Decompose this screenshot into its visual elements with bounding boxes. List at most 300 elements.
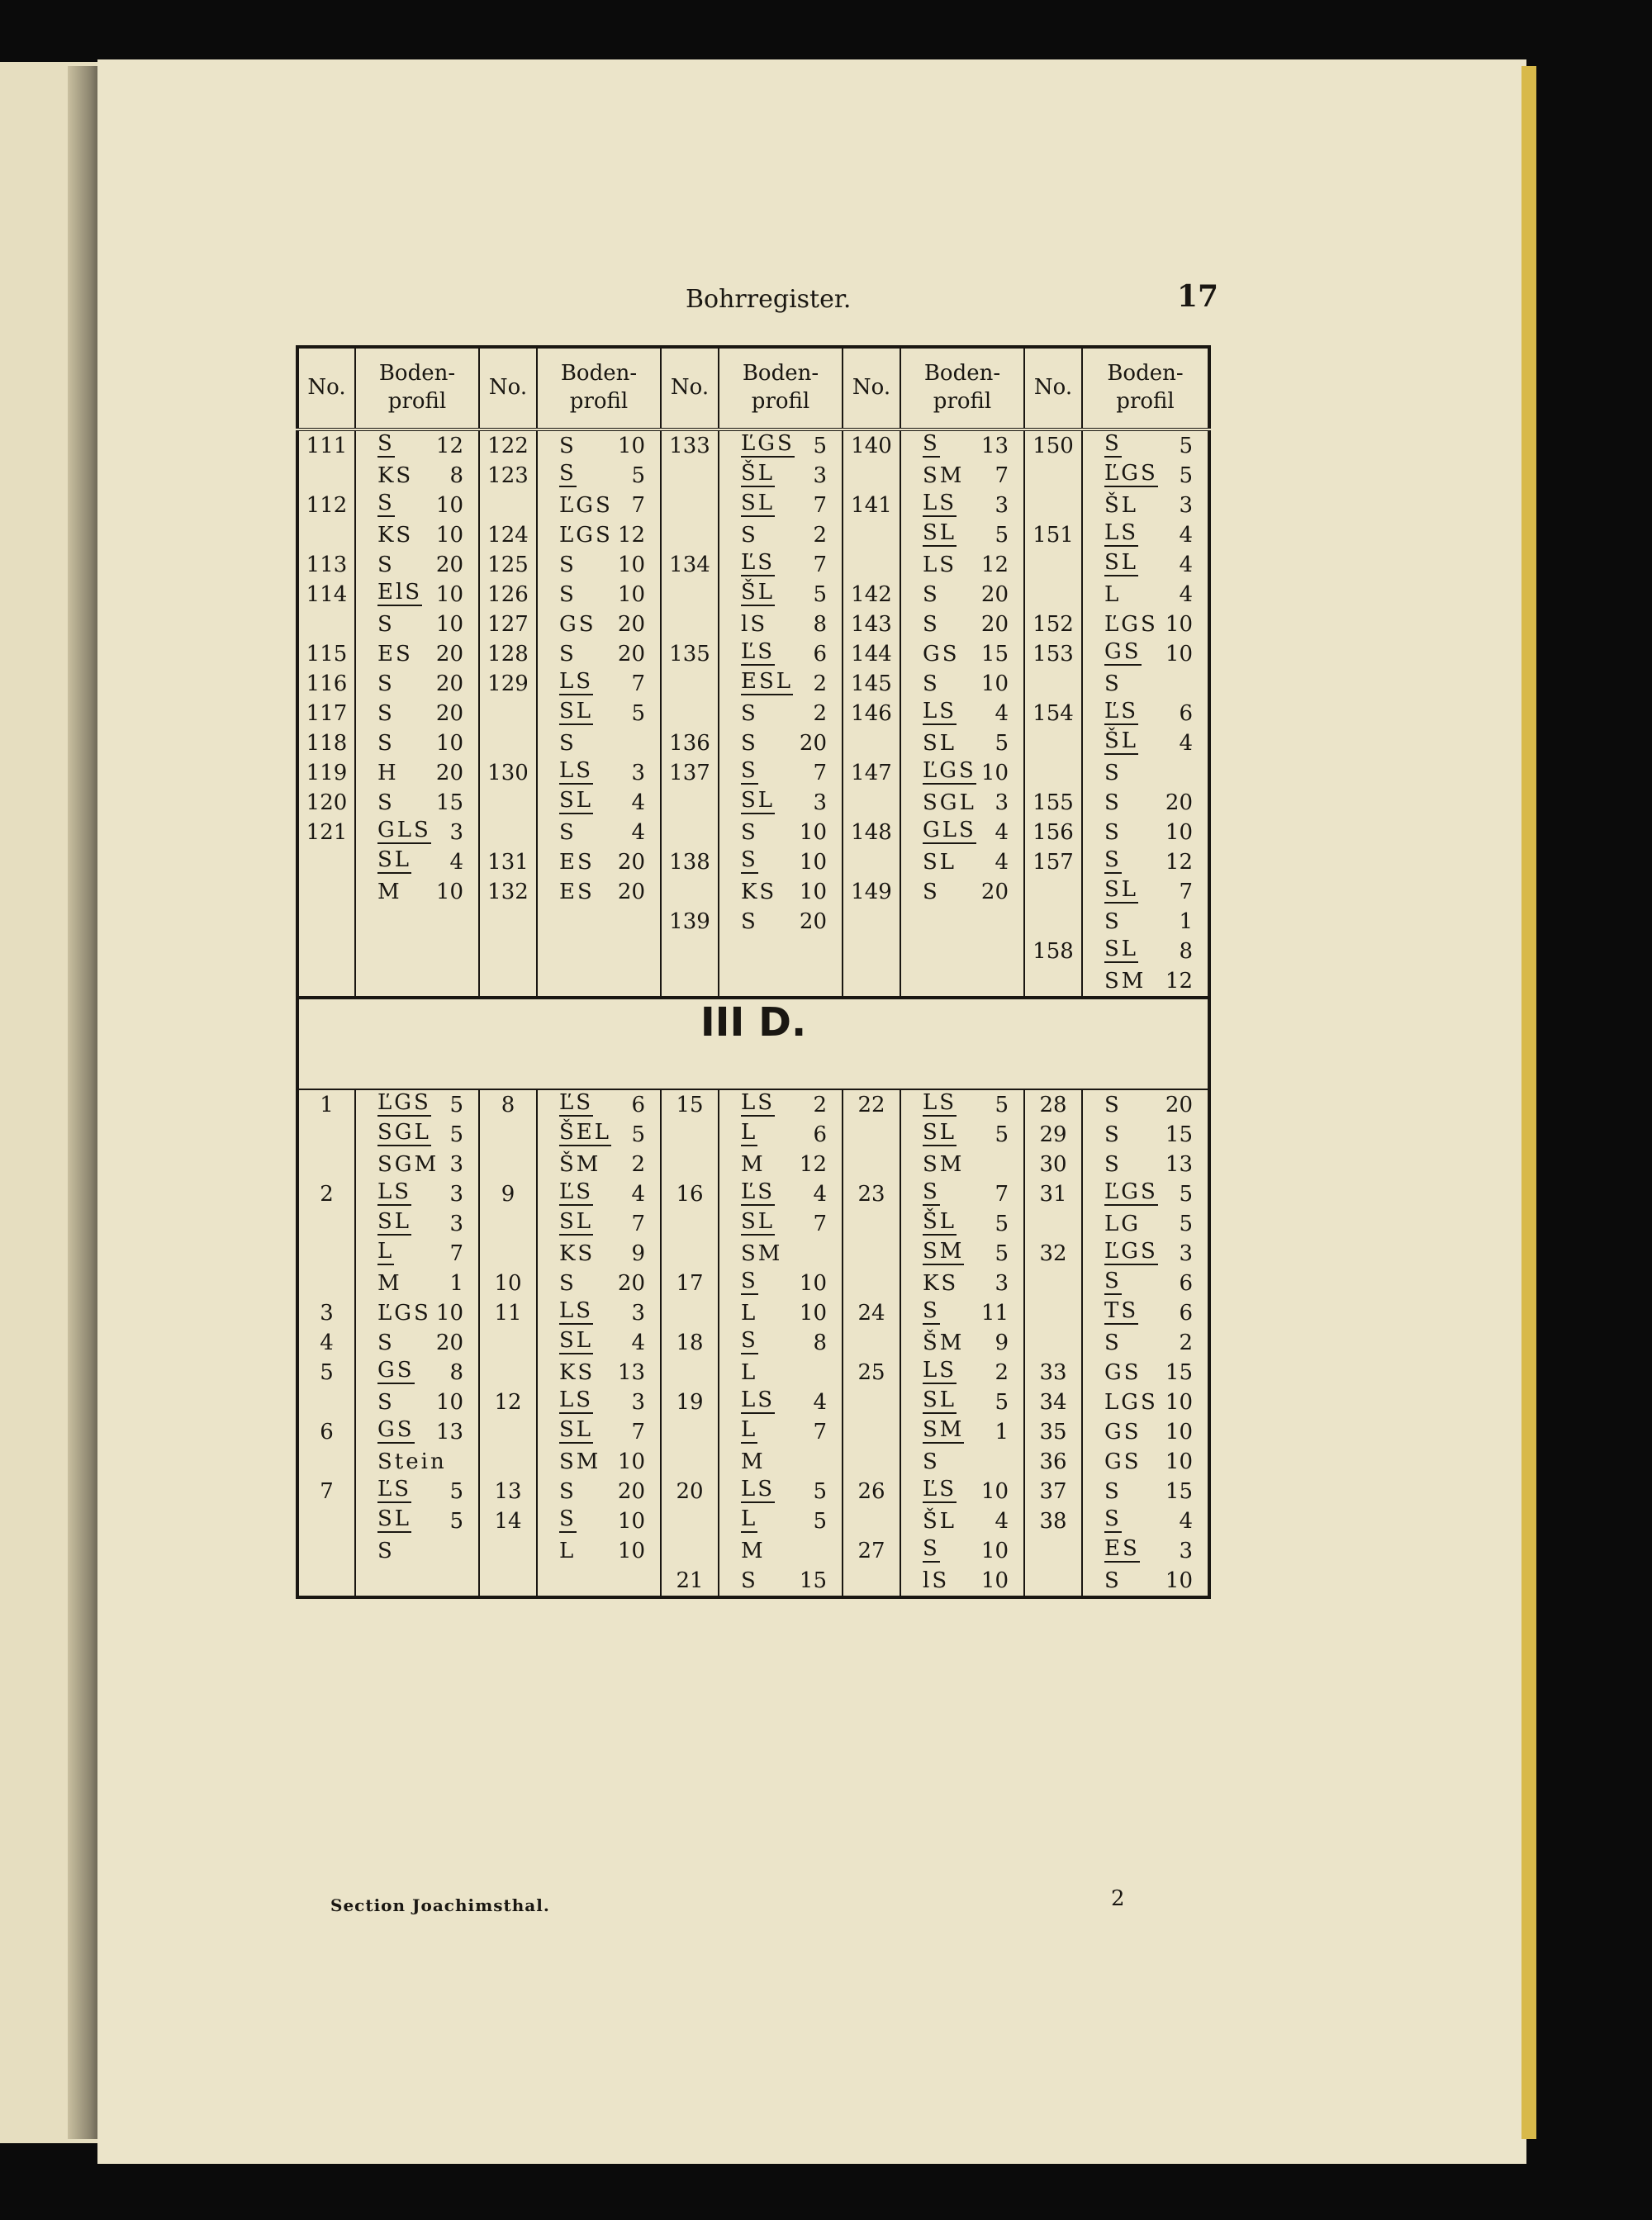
bore-number-line: [480, 580, 536, 610]
layer-thickness: 10: [799, 1301, 827, 1326]
layer-thickness: 10: [799, 1271, 827, 1296]
soil-code: ĽS: [559, 1179, 594, 1204]
profil-column: [537, 1089, 661, 1597]
profile-layer: [356, 728, 478, 758]
bore-number-line: [299, 1090, 354, 1120]
layer-thickness: 10: [980, 1479, 1009, 1504]
bore-number-line: [843, 1388, 900, 1417]
bore-number-line: [843, 877, 900, 907]
soil-code: ĽS: [741, 1179, 776, 1204]
layer-thickness: 12: [799, 1152, 827, 1177]
bore-number-line: [299, 847, 354, 877]
bore-number-line: [662, 1179, 718, 1209]
layer-thickness: 4: [995, 1509, 1009, 1534]
no-column: [297, 1089, 355, 1597]
layer-thickness: 3: [1179, 1539, 1193, 1563]
bore-number-line: [662, 1120, 718, 1150]
soil-code: S: [377, 790, 395, 815]
bore-number: 146: [851, 701, 892, 726]
layer-thickness: 12: [1165, 850, 1193, 875]
layer-thickness: 15: [435, 790, 463, 815]
profile-layer: [719, 1536, 842, 1566]
profile-layer: [901, 1447, 1023, 1477]
profile-layer: [356, 1388, 478, 1417]
profile-layer: [356, 1536, 478, 1566]
layer-thickness: 10: [617, 1539, 645, 1563]
bore-number: 155: [1032, 790, 1074, 815]
bore-number-line: [299, 639, 354, 669]
profile-layer: [538, 1447, 660, 1477]
bore-number: 153: [1032, 642, 1074, 666]
soil-code: S: [741, 847, 758, 872]
layer-thickness: 5: [1179, 1212, 1193, 1236]
soil-code: L: [741, 1360, 758, 1385]
layer-thickness: 3: [449, 1212, 463, 1236]
profile-layer: [1083, 1120, 1208, 1150]
profile-layer: [719, 669, 842, 699]
soil-code: SL: [377, 847, 412, 872]
layer-thickness: 4: [631, 790, 645, 815]
column-header: No.: [843, 347, 900, 429]
signature-mark: 2: [1111, 1886, 1125, 1911]
profile-layer: [356, 788, 478, 818]
profile-layer: [719, 520, 842, 550]
profile-layer: [901, 1120, 1023, 1150]
soil-code: lS: [741, 612, 768, 637]
bore-number-line: [1025, 1150, 1081, 1179]
layer-thickness: 6: [1179, 1271, 1193, 1296]
soil-code: S: [377, 1390, 395, 1415]
profile-layer: [538, 1269, 660, 1298]
bore-number-line: [843, 491, 900, 520]
profile-layer: [901, 1566, 1023, 1596]
profile-layer: [901, 818, 1023, 847]
profile-layer: [1083, 1269, 1208, 1298]
bore-number-line: [843, 728, 900, 758]
profile-layer: [538, 431, 660, 461]
bore-number: 10: [494, 1271, 522, 1296]
layer-thickness: 2: [813, 671, 827, 696]
soil-code: M: [741, 1152, 766, 1177]
bore-number: 125: [487, 553, 529, 577]
bore-number-line: [480, 491, 536, 520]
bore-number: 120: [306, 790, 348, 815]
profile-layer: [356, 1239, 478, 1269]
profile-layer: [538, 1298, 660, 1328]
bore-number-line: [662, 1477, 718, 1506]
layer-thickness: 10: [1165, 612, 1193, 637]
layer-thickness: 2: [813, 701, 827, 726]
layer-thickness: 7: [631, 671, 645, 696]
profile-layer: [1083, 728, 1208, 758]
profile-layer: [1083, 788, 1208, 818]
soil-code: S: [741, 909, 758, 934]
profile-layer: [719, 1298, 842, 1328]
layer-thickness: 5: [631, 1122, 645, 1147]
layer-thickness: 20: [980, 612, 1009, 637]
profile-layer: [719, 1179, 842, 1209]
bore-number-line: [480, 758, 536, 788]
bore-number-line: [843, 1477, 900, 1506]
column-header: No.: [297, 347, 355, 429]
bore-number: 33: [1039, 1360, 1067, 1385]
soil-code: S: [1104, 1122, 1122, 1147]
profile-layer: [538, 1506, 660, 1536]
profile-layer: [1083, 1477, 1208, 1506]
layer-thickness: 10: [1165, 1568, 1193, 1593]
soil-code: SM: [923, 463, 965, 488]
layer-thickness: 5: [449, 1122, 463, 1147]
bore-number-line: [843, 1120, 900, 1150]
no-column: [479, 429, 537, 998]
section-label: Section Joachimsthal.: [330, 1895, 550, 1915]
profile-layer: [719, 818, 842, 847]
register-part-2: [297, 1089, 1209, 1597]
bore-number-line: [480, 1090, 536, 1120]
bore-number-line: [843, 1239, 900, 1269]
soil-code: SL: [559, 699, 594, 723]
bore-number-line: [1025, 847, 1081, 877]
soil-code: KS: [741, 880, 777, 904]
layer-thickness: 7: [813, 1212, 827, 1236]
profile-layer: [719, 788, 842, 818]
register-part-1: [297, 429, 1209, 998]
layer-thickness: 9: [995, 1331, 1009, 1355]
bohrregister-table: [296, 345, 1211, 1599]
bore-number: 156: [1032, 820, 1074, 845]
profile-layer: [538, 520, 660, 550]
bore-number-line: [662, 877, 718, 907]
soil-code: SL: [1104, 877, 1139, 902]
bore-number-line: [662, 491, 718, 520]
bore-number-line: [1025, 1506, 1081, 1536]
soil-code: LS: [559, 758, 594, 783]
soil-code: SL: [923, 520, 957, 545]
bore-number-line: [299, 1358, 354, 1388]
soil-code: S: [1104, 1479, 1122, 1504]
layer-thickness: 1: [449, 1271, 463, 1296]
soil-code: SM: [1104, 969, 1146, 994]
profile-layer: [538, 639, 660, 669]
bore-number-line: [662, 1447, 718, 1477]
layer-thickness: 3: [1179, 493, 1193, 518]
profile-layer: [1083, 1179, 1208, 1209]
soil-code: LS: [923, 491, 957, 515]
bore-number: 135: [669, 642, 710, 666]
layer-thickness: 10: [617, 1509, 645, 1534]
bore-number-line: [299, 1506, 354, 1536]
bore-number-line: [299, 461, 354, 491]
profile-layer: [356, 580, 478, 610]
layer-thickness: 6: [1179, 701, 1193, 726]
profile-layer: [1083, 758, 1208, 788]
profile-layer: [719, 1506, 842, 1536]
soil-code: GS: [559, 612, 596, 637]
soil-code: S: [1104, 761, 1122, 785]
profile-layer: [901, 520, 1023, 550]
profile-layer: [901, 1358, 1023, 1388]
profile-layer: [356, 669, 478, 699]
bore-number-line: [843, 1328, 900, 1358]
soil-code: S: [1104, 790, 1122, 815]
profile-layer: [901, 1388, 1023, 1417]
profile-layer: [901, 847, 1023, 877]
layer-thickness: 4: [1179, 553, 1193, 577]
bore-number: 122: [487, 434, 529, 458]
profile-layer: [356, 431, 478, 461]
bore-number: 143: [851, 612, 892, 637]
soil-code: SGM: [377, 1152, 439, 1177]
profile-layer: [719, 1209, 842, 1239]
soil-code: S: [1104, 1093, 1122, 1117]
bore-number-line: [480, 1358, 536, 1388]
profile-layer: [901, 580, 1023, 610]
soil-code: ĽGS: [1104, 612, 1158, 637]
layer-thickness: 7: [631, 1212, 645, 1236]
layer-thickness: 8: [813, 1331, 827, 1355]
layer-thickness: 10: [799, 820, 827, 845]
soil-code: S: [741, 1568, 758, 1593]
bore-number-line: [480, 699, 536, 728]
profile-layer: [719, 1239, 842, 1269]
profil-column: [1082, 429, 1209, 998]
bore-number: 31: [1039, 1182, 1067, 1207]
profile-layer: [719, 1417, 842, 1447]
soil-code: SL: [741, 1209, 776, 1234]
bore-number: 12: [494, 1390, 522, 1415]
bore-number-line: [480, 1417, 536, 1447]
bore-number-line: [480, 639, 536, 669]
layer-thickness: 4: [813, 1182, 827, 1207]
bore-number-line: [662, 1209, 718, 1239]
layer-thickness: 6: [813, 1122, 827, 1147]
layer-thickness: 10: [435, 731, 463, 756]
soil-code: ĽGS: [1104, 1179, 1158, 1204]
profile-layer: [1083, 580, 1208, 610]
profile-layer: [1083, 1150, 1208, 1179]
soil-code: ŠM: [923, 1331, 965, 1355]
soil-code: S: [1104, 1269, 1122, 1293]
layer-thickness: 20: [617, 1271, 645, 1296]
soil-code: S: [741, 820, 758, 845]
soil-code: GLS: [923, 818, 976, 842]
soil-code: S: [1104, 1152, 1122, 1177]
bore-number-line: [480, 1477, 536, 1506]
layer-thickness: 4: [1179, 1509, 1193, 1534]
layer-thickness: 10: [435, 1301, 463, 1326]
soil-code: SL: [1104, 550, 1139, 575]
layer-thickness: 15: [1165, 1479, 1193, 1504]
soil-code: L: [1104, 582, 1122, 607]
profil-column: [900, 429, 1024, 998]
soil-code: ĽGS: [923, 758, 976, 783]
layer-thickness: 12: [1165, 969, 1193, 994]
profil-column: [719, 1089, 843, 1597]
soil-code: SL: [923, 731, 957, 756]
layer-thickness: 20: [799, 909, 827, 934]
bore-number: 9: [501, 1182, 515, 1207]
bore-number-line: [1025, 520, 1081, 550]
soil-code: S: [923, 1449, 940, 1474]
bore-number-line: [843, 788, 900, 818]
soil-code: S: [1104, 431, 1122, 456]
layer-thickness: 4: [995, 850, 1009, 875]
layer-thickness: 20: [435, 701, 463, 726]
bore-number: 157: [1032, 850, 1074, 875]
profile-layer: [719, 847, 842, 877]
layer-thickness: 20: [980, 880, 1009, 904]
soil-code: ĽGS: [559, 523, 613, 548]
bore-number-line: [662, 431, 718, 461]
profile-layer: [538, 758, 660, 788]
bore-number: 154: [1032, 701, 1074, 726]
profile-layer: [1083, 699, 1208, 728]
soil-code: ŠEL: [559, 1120, 612, 1145]
bore-number-line: [843, 1358, 900, 1388]
soil-code: S: [923, 582, 940, 607]
bore-number-line: [662, 669, 718, 699]
bore-number-line: [299, 788, 354, 818]
profile-layer: [719, 1447, 842, 1477]
profile-layer: [719, 1328, 842, 1358]
profile-layer: [719, 1090, 842, 1120]
soil-code: SL: [1104, 937, 1139, 961]
column-header: No.: [661, 347, 719, 429]
bore-number: 22: [857, 1093, 885, 1117]
bore-number: 116: [306, 671, 348, 696]
layer-thickness: 10: [1165, 1420, 1193, 1444]
soil-code: LS: [377, 1179, 412, 1204]
layer-thickness: 15: [980, 642, 1009, 666]
column-header: Boden-profil: [900, 347, 1024, 429]
soil-code: L: [377, 1239, 395, 1264]
profile-layer: [1083, 1566, 1208, 1596]
bore-number-line: [1025, 1239, 1081, 1269]
bore-number: 1: [320, 1093, 334, 1117]
profile-layer: [719, 431, 842, 461]
profile-layer: [901, 699, 1023, 728]
layer-thickness: 20: [435, 1331, 463, 1355]
layer-thickness: 20: [617, 850, 645, 875]
bore-number: 128: [487, 642, 529, 666]
soil-code: L: [741, 1301, 758, 1326]
soil-code: S: [377, 612, 395, 637]
layer-thickness: 10: [980, 1568, 1009, 1593]
column-header: Boden-profil: [355, 347, 479, 429]
layer-thickness: 15: [1165, 1122, 1193, 1147]
profile-layer: [719, 550, 842, 580]
bore-number-line: [843, 1150, 900, 1179]
layer-thickness: 3: [631, 1390, 645, 1415]
bore-number: 4: [320, 1331, 334, 1355]
soil-code: ĽS: [741, 550, 776, 575]
bore-number-line: [662, 639, 718, 669]
layer-thickness: 10: [1165, 1449, 1193, 1474]
layer-thickness: 7: [813, 1420, 827, 1444]
layer-thickness: 20: [1165, 790, 1193, 815]
bore-number-line: [299, 877, 354, 907]
profile-layer: [901, 431, 1023, 461]
soil-code: S: [377, 1539, 395, 1563]
bore-number-line: [662, 699, 718, 728]
layer-thickness: 5: [995, 523, 1009, 548]
soil-code: S: [559, 582, 577, 607]
bore-number: 139: [669, 909, 710, 934]
bore-number-line: [299, 758, 354, 788]
soil-code: KS: [559, 1241, 596, 1266]
bore-number: 134: [669, 553, 710, 577]
soil-code: SM: [923, 1417, 965, 1442]
bore-number-line: [480, 461, 536, 491]
layer-thickness: 10: [980, 1539, 1009, 1563]
soil-code: ĽGS: [741, 431, 795, 456]
bore-number-line: [1025, 1566, 1081, 1596]
bore-number: 26: [857, 1479, 885, 1504]
bore-number: 114: [306, 582, 348, 607]
profile-layer: [538, 491, 660, 520]
soil-code: LS: [1104, 520, 1139, 545]
bore-number-line: [1025, 818, 1081, 847]
layer-thickness: 6: [813, 642, 827, 666]
soil-code: S: [559, 642, 577, 666]
profile-layer: [1083, 1447, 1208, 1477]
soil-code: M: [741, 1449, 766, 1474]
layer-thickness: 7: [813, 493, 827, 518]
soil-code: S: [923, 1179, 940, 1204]
profile-layer: [538, 699, 660, 728]
no-column: [661, 429, 719, 998]
bore-number: 118: [306, 731, 348, 756]
soil-code: S: [1104, 1568, 1122, 1593]
layer-thickness: 10: [1165, 820, 1193, 845]
bore-number-line: [843, 1269, 900, 1298]
soil-code: S: [741, 1269, 758, 1293]
bore-number: 150: [1032, 434, 1074, 458]
soil-code: S: [559, 553, 577, 577]
soil-code: GS: [377, 1417, 415, 1442]
bore-number-line: [843, 818, 900, 847]
bore-number-line: [1025, 1209, 1081, 1239]
bore-number-line: [299, 431, 354, 461]
bore-number-line: [480, 1269, 536, 1298]
layer-thickness: 5: [1179, 434, 1193, 458]
soil-code: S: [923, 612, 940, 637]
bore-number-line: [480, 1150, 536, 1179]
soil-code: GS: [1104, 1420, 1142, 1444]
bore-number-line: [299, 1120, 354, 1150]
bore-number: 133: [669, 434, 710, 458]
soil-code: LS: [923, 553, 957, 577]
profile-layer: [719, 758, 842, 788]
bore-number-line: [1025, 1328, 1081, 1358]
bore-number: 142: [851, 582, 892, 607]
bore-number-line: [1025, 580, 1081, 610]
soil-code: S: [559, 820, 577, 845]
profile-layer: [538, 877, 660, 907]
profile-layer: [901, 1150, 1023, 1179]
profile-layer: [538, 1150, 660, 1179]
bore-number-line: [843, 1090, 900, 1120]
no-column: [661, 1089, 719, 1597]
soil-code: KS: [377, 463, 414, 488]
profile-layer: [356, 1090, 478, 1120]
bore-number-line: [843, 1506, 900, 1536]
profile-layer: [901, 1506, 1023, 1536]
profile-layer: [538, 1358, 660, 1388]
bore-number-line: [843, 1209, 900, 1239]
bore-number-line: [299, 1328, 354, 1358]
layer-thickness: 7: [1179, 880, 1193, 904]
